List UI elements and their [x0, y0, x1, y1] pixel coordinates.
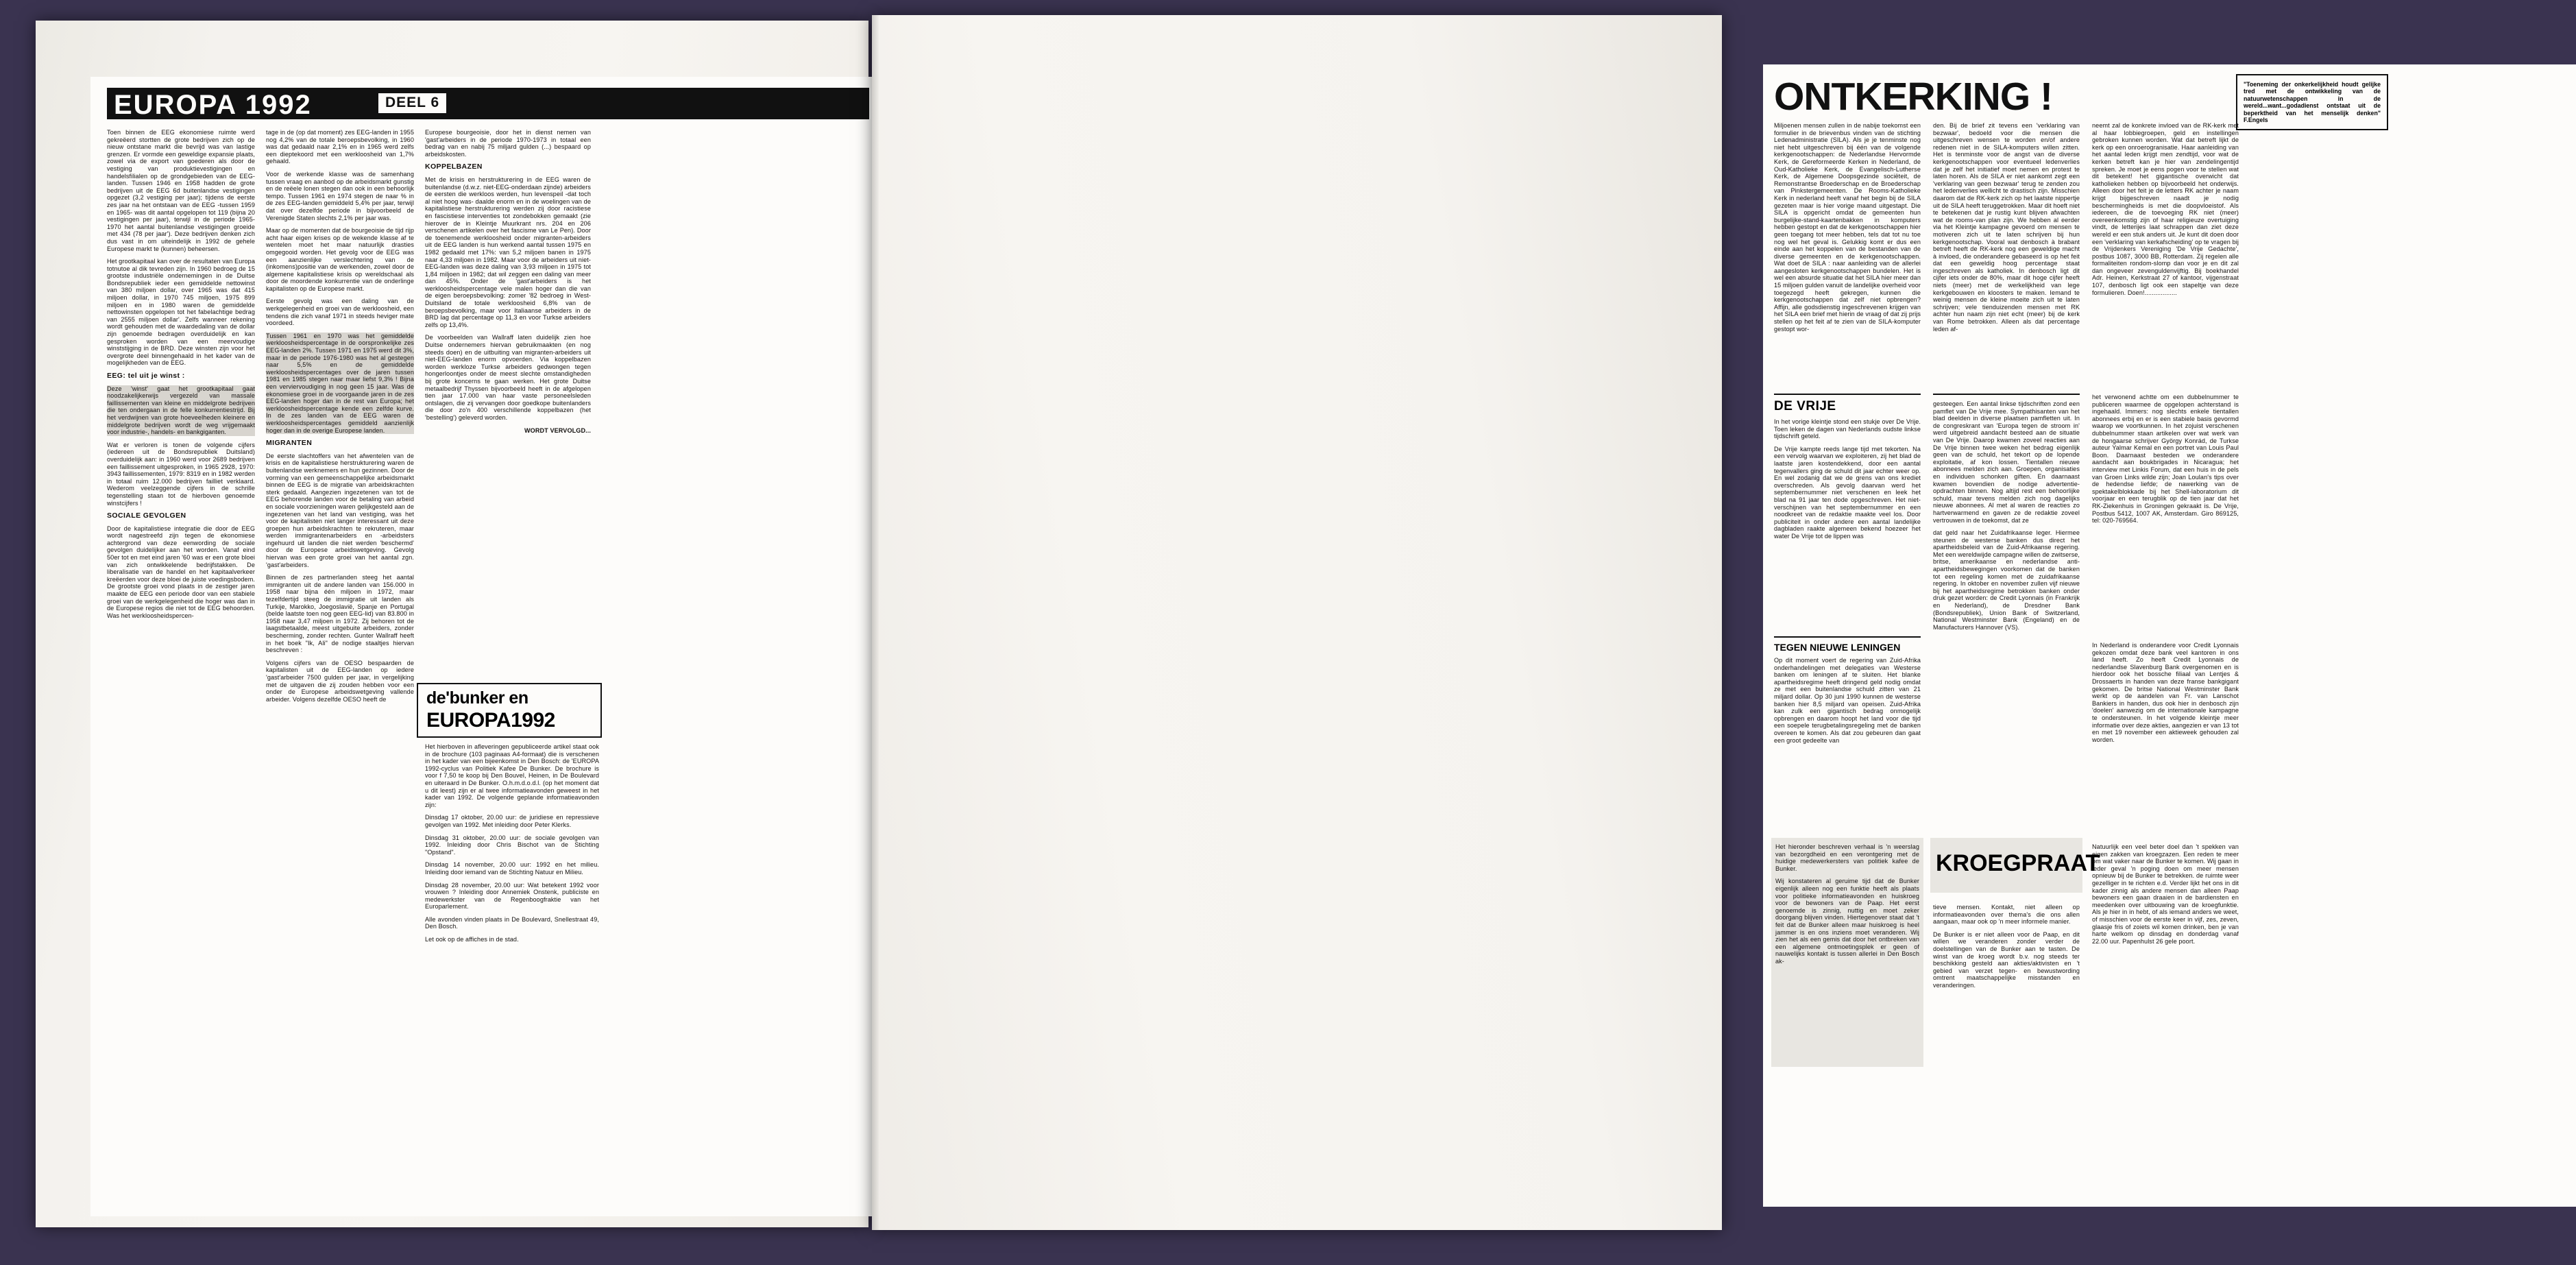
section-divider [1774, 636, 1921, 638]
paragraph: Wat er verloren is tonen de volgende cijfers (iedereen uit de Bondsrepubliek Duitsland) overduidelijk aan: in 1960 werd voor 2689 bedrijven een faillissement uitgesproken, in 1965 2928, 1970: 3943 faillissementen, 1979: 8319 en in 1982 werden in totaal ruim 12.000 bedrijven failliet verklaard. Wederom veelzeggende cijfers in de schrille tegenstelling staan tot de hierboven genoemde winstcijfers ! [107, 441, 255, 507]
de-vrije-column [1774, 418, 1921, 546]
page-title: EUROPA 1992 [114, 90, 312, 120]
tegen-nieuwe-leningen-column [1774, 657, 1921, 749]
article-column-1 [107, 129, 255, 625]
subheading: EEG: tel uit je winst : [107, 372, 185, 380]
paragraph: In het vorige kleintje stond een stukje over De Vrije. Toen leken de dagen van Nederlands oudste linkse tijdschrift geteld. [1774, 418, 1921, 440]
subheading: MIGRANTEN [266, 439, 313, 448]
newspaper-right-sheet [872, 15, 2381, 1230]
event-item: Dinsdag 28 november, 20.00 uur: Wat betekent 1992 voor vrouwen ? Inleiding door Annemiek Onstenk, publiciste en medewerkster van de Regenboogfraktie van het Europarlement. [425, 881, 599, 911]
paragraph: De Vrije kampte reeds lange tijd met tekorten. Na een vervolg waarvan we exploiteren, zij het blad de laatste jaren kostendekkend, door een aantal tegenvallers ging de schuld dit jaar echter weer op. En wel zodanig dat we de grens van ons krediet overschreden. Als gevolg daarvan werd het septembernummer niet verschenen en leek het blad na 91 jaar ten dode opgeschreven. Het niet-verschijnen van het septembernummer en een noodkreet van de redaktie maakte veel los. Door publiciteit in onder andere een aantal landelijke dagbladen raakte algemeen bekend hoezeer het water De Vrije tot de lippen was [1774, 445, 1921, 540]
paragraph: Het hierboven in afleveringen gepubliceerde artikel staat ook in de brochure (103 paginaas A4-formaat) die is verschenen in het kader van een bijeenkomst in Den Bosch: de 'EUROPA 1992-cyclus van Politiek Kafee De Bunker. De brochure is voor f 7,50 te koop bij Den Bouvel, Heinen, in De Boulevard en uiteraard in De Bunker. O.h.m.d.o.d.l. (op het moment dat u dit leest) zijn er al twee informatieavonden geweest in het kader van 1992. De volgende geplande informatieavonden zijn: [425, 743, 599, 808]
de-vrije-column-2 [1933, 400, 2080, 636]
paragraph: het verwonend achtte om een dubbelnummer te publiceren waarmee de opgelopen achterstand is ingehaald. Immers: nog slechts enkele tientallen abonnees erbij en er is een stabiele basis gevormd waarop we voortkunnen. In het zojuist verschenen dubbelnummer staan artikelen over wat werk van de hongaarse schrijver György Konrád, de Turkse auteur Yalmar Kemal en een portret van Louis Paul Boon. Daarnaast besteden we onderandere aandacht aan boukbrigades in Nicaragua; het interview met Linkis Forum, dat een huis in de pels van Groen Links wilde zijn; Joan Loulan's tips over de hedendse liefde; de nawerking van de spektakelblokkade bij het Shell-laboratorium dit voorjaar en een terugblik op de tien jaar dat het RK-Ziekenhuis in Groningen gekraakt is. De Vrije, Postbus 5412, 1007 AK, Amsterdam. Giro 869125, tel: 020-769564. [2092, 394, 2239, 525]
paragraph: Tussen 1961 en 1970 was het gemiddelde werkloosheidspercentage in de oorspronkelijke zes EEG-landen 2%. Tussen 1971 en 1975 werd dit 3%, maar in de periode 1976-1980 was het al gestegen naar 5,5% en de gemiddelde werkloosheidspercentages over de jaren tussen 1981 en 1985 stegen naar maar liefst 9,3% ! Bijna een verviervoudiging in nog geen 15 jaar. Was de ekonomiese groei in de voorgaande jaren in de zes EEG-landen hoger dan in de rest van Europa; het werkloosheidspercentage kende een zelfde kurve. In de zes landen van de EEG waren de werkloosheidspercentages gemiddeld aanzienlijk hoger dan in de overige Europese landen. [266, 332, 414, 434]
banner-line-1: de'bunker en [426, 688, 528, 708]
paragraph: gesteegen. Een aantal linkse tijdschriften zond een pamflet van De Vrije mee. Sympathisanten van het blad deelden in diverse plaatsen pamfletten uit. In de congreskrant van 'Europa tegen de stroom in' werd uitgebreid aandacht besteed aan de situatie van De Vrije. Daarop kwamen zoveel reacties aan De Vrije binnen twee weken het bedrag eigenlijk geen van de schuld, het tekort op de lopende exploitatie, af kon lossen. Tientallen nieuwe abonnees melden zich aan. Groepen, organisaties en individuen schonken giften. En daarnaast kwamen bovendien de nodige advertentie-opdrachten binnen. Nog altijd rest een behoorlijke schuld, maar tevens melden zich nog dagelijks nieuwe abonnees. Al met al waren de reacties zo hartverwarmend en gaven ze de redaktie zoveel vertrouwen in de toekomst, dat ze [1933, 400, 2080, 524]
section-heading-kroegpraat: KROEGPRAAT [1936, 850, 2100, 876]
paragraph: Wij konstateren al geruime tijd dat de Bunker eigenlijk alleen nog een funktie heeft als plaats voor politieke informatieavonden en huiskroeg voor de bewoners van de Paap. Het eerst genoemde is zinnig, nuttig en moet zeker doorgang blijven vinden. Hiertegenover staat dat 't feit dat de Bunker alleen maar huiskroeg is heel jammer is en ons inziens moet veranderen. Wij zien het als een gemis dat door het ontbreken van een algemene ontmoetingsplek er geen of nauwelijks kontakt is tussen allerlei in Den Bosch ak- [1775, 878, 1919, 965]
section-heading-tegen-nieuwe-leningen: TEGEN NIEUWE LENINGEN [1774, 642, 1901, 653]
paragraph: De eerste slachtoffers van het afwentelen van de krisis en de kapitalistiese herstrukturering waren de buitenlandse werknemers en hun gezinnen. Door de vorming van een gemeenschappelijke arbeidsmarkt binnen de EEG is de migratie van arbeidskrachten sterk gedaald. Aangezien ingezetenen van tot de EEG behorende landen voor de betaling van arbeid en sociale voorzieningen waren gelijkgesteld aan de ingezetenen van het land van vestiging, was het voor de kapitalisten niet langer interessant uit deze groepen hun arbeidskrachten te rekruteren, maar werden immigrantenarbeiders en -arbeidsters ingehuurd uit landen die niet werden 'beschermd' door de Europese arbeidswetgeving. Gevolg hiervan was een grote groei van het aantal zgn. 'gast'arbeiders. [266, 452, 414, 568]
paragraph: Maar op de momenten dat de bourgeoisie de tijd rijp acht haar eigen krises op de wekende klasse af te wentelen moet het maar natuurlijk drasties omgegooid worden. Het gevolg voor de EEG was een aanzienlijke verslechtering van de (inkomens)positie van de werkenden, zowel door de algemene kapitalistiese krisis op wereldschaal als door de moordende konkurrentie van de onderlinge kapitalisten op de Europese markt. [266, 227, 414, 292]
kroegpraat-column-3 [2092, 843, 2239, 950]
paragraph: De Bunker is er niet alleen voor de Paap, en dit willen we veranderen zonder verder de doelstellingen van de Bunker aan te tasten. De winst van de kroeg wordt b.v. nog steeds ter beschikking gesteld aan akties/aktivisten en 't gebied van verzet tegen- en bewustwording omtrent maatschappelijke misstanden en veranderingen. [1933, 930, 2080, 989]
venue-note: Alle avonden vinden plaats in De Boulevard, Snellestraat 49, Den Bosch. [425, 915, 599, 930]
bunker-announcement-column [425, 743, 599, 949]
event-item: Dinsdag 17 oktober, 20.00 uur: de juridiese en repressieve gevolgen van 1992. Met inleiding door Peter Klerks. [425, 814, 599, 828]
de-vrije-column-3 [2092, 394, 2239, 530]
paragraph: neemt zal de konkrete invloed van de RK-kerk met al haar lobbiegroepen, geld en instellingen gebroken kunnen worden. Wat dat betreft lijkt de kerk op een onroerogranisatie. Haar aanleiding van het aantal leden krijgt men zendtijd, voor wat de kerken betreft kan je hier van zendelingentijd spreken. Je moet je eens pogen voor te stellen wat dit betekent! het gigantische overwicht dat katholieken hebben op bijvoorbeeld het onderwijs. Alleen door het feit je de letters RK achter je naam krijgt bijgeschreven naadt je nodig beschermingheids is met die doopvloeistof. Als iedereen, die de toevoeging RK niet (meer) overeenkomstig zijn of haar religieuze overtuiging vindt, de letterijes laat schrappen dan ziet deze wereld er een stuk anders uit. Je kunt dit doen door een 'verklaring van kerkafscheiding' op te vragen bij de Vrijdenkers Vereniging 'De Vrije Gedachte', postbus 1087, 3000 BB, Rotterdam. Zij regelen alle formaliteiten rondom-slomp dan voor je en dit zal dan ongeveer zevenguldenvijftig. Bij boekhandel Adr. Heinen, Kerkstraat 27 of kantoor, vijgenstraat 107, denbosch ligt ook een stapeltje van deze formulieren. Doen!.................. [2092, 122, 2239, 296]
paragraph: De voorbeelden van Wallraff laten duidelijk zien hoe Duitse ondernemers hiervan gebruikmaakten (en nog steeds doen) en de uitbuiting van migranten-arbeiders uit niet-EEG-landen enorm opvoerden. Via koppelbazen worden werkloze Turkse arbeiders gedwongen tegen hongerloontjes onder de meest slechte omstandigheden bij grote koncerns te gaan werken. Het grote Duitse metaalbedrijf Thyssen bijvoorbeeld heeft in de afgelopen tien jaar 17.000 van haar vaste personeelsleden ontslagen, die zij vervangen door goedkope buitenlanders die door zo'n 400 verschillende koppelbazen (het 'bestelling') geleverd worden. [425, 334, 591, 421]
article-column-3 [425, 129, 591, 439]
center-fold-shadow [872, 15, 879, 1230]
event-item: Dinsdag 31 oktober, 20.00 uur: de sociale gevolgen van 1992. Inleiding door Chris Bischot van de Stichting "Opstand". [425, 834, 599, 856]
paragraph: Voor de werkende klasse was de samenhang tussen vraag en aanbod op de arbeidsmarkt gunstig en de reëele lonen stegen dan ook in een behoorlijk tempo. Tussen 1961 en 1974 stegen de naar % in de zes EEG-landen gemiddeld 5,4% per jaar, terwijl dat over dezelfde periode in bijvoorbeeld de Verenigde Staten slechts 2,1% per jaar was. [266, 170, 414, 221]
paragraph: Natuurlijk een veel beter doel dan 't spekken van eigen zakken van kroegzazen. Een reden te meer om wat vaker naar de Bunker te komen. Wij gaan in ieder geval 'n poging doen om meer mensen opnieuw bij de Bunker te betrekken. de ruimte weer gezelliger in te richten e.d. Verder lijkt het ons in dit kader zinnig als andere mensen dan alleen Paap bewoners een gaan draaien in de bardiensten en meedenken over uitbouwing van de kroegfunktie. Als je hier in in hebt, of als iemand anders we weet, of misschien voor de eerste keer in vijf, zes, zeven, glaasje fris of zoiets wil komen drinken, ben je van harte welkom op dinsdag en donderdag vanaf 22.00 uur. Papenhulst 26 gele poort. [2092, 843, 2239, 945]
paragraph: Binnen de zes partnerlanden steeg het aantal immigranten uit de andere landen van 156.000 in 1958 naar bijna één miljoen in 1972, maar tezelfdertijd steeg de immigratie uit landen als Turkije, Marokko, Joegoslavië, Spanje en Portugal (belde laatste toen nog geen EEG-lid) van 83.800 in 1958 naar 3,47 miljoen in 1972. Zij behoren tot de laagstbetaalde, meest uitgebuite arbeiders, zonder bescherming, zonder rechten. Gunter Wallraff heeft in het boek "Ik, Ali" de nodige staaltjes hiervan beschreven : [266, 574, 414, 654]
part-badge: DEEL 6 [378, 93, 446, 113]
paragraph: Toen binnen de EEG ekonomiese ruimte werd gekreëerd stortten de grote bedrijven zich op de nieuw ontstane markt die bevrijd was van lastige grenzen. Er vormde een geweldige expansie plaats, zowel via de export van goederen als door de vestiging van produktievestigingen en handelsfilialen op de grondgebieden van de EEG-landen. Tussen 1946 en 1958 hadden de grote bedrijven uit de EEG 6d buitenlandse vestigingen opgezet (3,2 vestiging per jaar); tijdens de eerste zes jaar na het ontstaan van de EEG -tussen 1959 en 1965- was dit aantal opgelopen tot 119 (bijna 20 vestigingen per jaar), terwijl in de periode 1965-1970 het aantal buitenlandse vestigingen groeide met 434 (78 per jaar'). Deze bedrijven denken zich dus vast in om uiteindelijk in 1992 de gehele Europese markt te (kunnen) beheersen. [107, 129, 255, 252]
right-page-title: ONTKERKING ! [1774, 75, 2052, 119]
newspaper-left-sheet [36, 21, 868, 1227]
paragraph: Miljoenen mensen zullen in de nabije toekomst een formulier in de brievenbus vinden van de stichting Ledenadministratie (SILA). Als je je tenminste nog niet hebt uitgeschreven bij één van de volgende kerkgenootschappen: de Nederlandse Hervormde Kerk, de Gereformeerde Kerken in Nederland, de Oud-Katholieke Kerk, de Evangelisch-Lutherse Kerk, de Algemene Doopsgezinde sociëteit, de Remonstrantse Broederschap en de Broederschap van Pinkstergemeenten. De Rooms-Katholieke Kerk in nederland heeft vanaf het begin bij de SILA gezeten maar is hier vorige maand uitgestapt. Die SILA is opgericht omdat de gemeenten hun burgelijke-stand-kaartenbakken in komputers hebben gestopt en dat de kerkgenootschappen hier geen toegang tot meer hebben, tels dat tot nu toe nog wel het geval is. Gelukkig komt er dus een einde aan het koppelen van de bestanden van de diverse gemeenten en de kerkgenootschappen. Wat doet de SILA : naar aanleiding van de allerlei aangesloten kerkgenootschappen bundelen. Het is wel een absurde situatie dat het SILA hier meer dan 15 miljoen gulden vanuit de landelijke overheid voor toegezegd heeft gekregen, kunnen die kerkgenootschappen dat zelf niet opbrengen? Affijn, alle godsdienstig ingeschrevenen krijgen van het SILA een brief met hierin de vraag of dat zij prijs stellen op het feit af te zien van de SILA-komputer gestopt wor- [1774, 122, 1921, 333]
right-page [1763, 64, 2576, 1207]
kroegpraat-intro-column [1775, 843, 1919, 971]
paragraph: den. Bij de brief zit tevens een 'verklaring van bezwaar', bedoeld voor die mensen die uitgeschreven wensen te worden en/of andere redenen niet in de SILA-komputers willen zitten. Het is tenminste voor de angst van de diverse kerkgenootschappen voor eventueel ledenverlies dat je zelf het initiatief moet nemen en protest te laten horen. Als de SILA er niet aankomt zegt een 'verklaring van geen bezwaar' terug te zenden zou het ledenverlies wellicht te drastisch zijn. Misschien daarom dat de RK-kerk zich op het laatste nippertje uit de SILA heeft teruggetrokken. Maar dit hoeft niet te betekenen dat je rustig kunt blijven afwachten wat de rooms-van plan zijn. We hebben al eerder via het Kleintje kampagne gevoerd om mensen te motiveren zich uit te laten schrijven bij hun kerkgenootschap. Vooral wat denbosch à brabant betreft heeft de RK-kerk nog een geweldige macht à invloed, die onderandere gebaseerd is op het feit dat een geweldig hoog percentage staat ingeschreven als katholiek. In denbosch ligt dit cijfer iets onder de 80%, maar dit hoge cijfer heeft niets (meer) met de werkelijkheid van lege kerkgebouwen en kloosters te maken. Iemand te weinig mensen de kleine moeite zich uit te laten schrijven; vele tienduizenden mensen met RK achter hun naam zijn niet echt (meer) bij de kerk van Rome betrokken. Alleen als dat percentage leden af- [1933, 122, 2080, 333]
paragraph: tage in de (op dat moment) zes EEG-landen in 1955 nog 4,2% van de totale beroepsbevolking, in 1960 was dat gedaald naar 2,1% en in 1965 werd zelfs een dieptekoord met een werkloosheid van 1,7% gehaald. [266, 129, 414, 165]
poster-note: Let ook op de affiches in de stad. [425, 936, 519, 943]
paragraph: Op dit moment voert de regering van Zuid-Afrika onderhandelingen met delegaties van Westerse banken om leningen af te sluiten. Het blanke apartheidsregime heeft dringend geld nodig omdat ze met een buitenlandse schuld zitten van 21 miljard dollar. Op 30 juni 1990 kunnen de westerse banken hier 8,5 miljard van opeisen. Zuid-Afrika kan zulk een gigantisch bedrag onmogelijk opbrengen en daarom hoopt het land voor die tijd een soepele terugbetalingsregeling met de banken overeen te komen. Als dat zou gebeuren dan gaat een groot gedeelte van [1774, 657, 1921, 744]
continued-note: WORDT VERVOLGD... [524, 426, 591, 434]
paragraph-highlighted: Deze 'winst' gaat het grootkapitaal gaat noodzakelijkerwijs vergezeld van massale faillissementen van kleine en middelgrote bedrijven die ten ondergaan in de felle konkurrentiestrijd. Bij het verdwijnen van grote hoeveelheden kleinere en middelgrote bedrijven wordt de weg vrijgemaakt voor industrie-, handels- en bankgiganten. [107, 385, 255, 436]
left-page [90, 77, 886, 1216]
subheading: SOCIALE GEVOLGEN [107, 511, 186, 520]
tegen-nieuwe-leningen-column-3 [2092, 642, 2239, 749]
paragraph: Eerste gevolg was een daling van de werkgelegenheid en groei van de werkloosheid, een tendens die zich vanaf 1971 in steeds heviger mate voordeed. [266, 298, 414, 327]
paragraph: Met de krisis en herstrukturering in de EEG waren de buitenlandse (d.w.z. niet-EEG-onderdaan zijnde) arbeiders de eersten die werkloos werden, hun levenspeil -dat toch al niet hoog was- daalde enorm en in de woelingen van de kapitalistiese herstrukturering werden zij door racistiese en fascistiese interventies tot zondebokken gemaakt (zie hierover de in Kleintje Muurkrant nrs. 204 en 206 verschenen artikelen over het fascisme van Le Pen). Door de toenemende werkloosheid onder migranten-arbeiders uit de EEG landen is hun werkend aantal tussen 1975 en 1982 gedaald met 17%: van 5,2 miljoen banen in 1975 naar 4,33 miljoen in 1982. Maar voor de arbeiders uit niet-EEG-landen was deze daling van 3,93 miljoen in 1975 tot 1,84 miljoen in 1982; dat wil zeggen een daling van meer dan 45%. Onder de 'gast'arbeiders is het werkloosheidspercentage vele malen hoger dan die van de eigen beroepsbevolking: zomer '82 bedroeg in West-Duitsland de totale werkloosheid 6,8% van de beroepsbevolking, maar voor Italiaanse arbeiders in de BRD lag dat percentage op 11,3 en voor Turkse arbeiders zelfs op 13,4%. [425, 176, 591, 328]
section-divider [1933, 394, 2080, 395]
section-heading-de-vrije: DE VRIJE [1774, 399, 1836, 413]
bunker-europa-banner [417, 683, 602, 738]
paragraph: dat geld naar het Zuidafrikaanse leger. Hiermee steunen de westerse banken dus direct het apartheidsbeleid van de Zuid-Afrikaanse regering. Met een wereldwijde campagne willen de zwitserse, britse, amerikaanse en nederlandse anti-apartheidsbewegingen voorkomen dat de banken tot een regeling komen met de zuidafrikaanse regering. In oktober en november zullen vijf nieuwe bij het apartheidsregime betrokken banken onder druk gezet worden: de Credit Lyonnais (in Frankrijk en Nederland), de Dresdner Bank (Bondsrepubliek), Union Bank of Switzerland, National Westminster Bank (Engeland) en de Manufacturers Hannover (VS). [1933, 529, 2080, 631]
paragraph: In Nederland is onderandere voor Credit Lyonnais gekozen omdat deze bank veel kantoren in ons land heeft. Zo heeft Credit Lyonnais de nederlandse Slavenburg Bank overgenomen en is hierdoor ook het bossche filiaal van Lentjes & Drossaerts in handen van deze franse bankgigant gekomen. De britse National Westminster Bank werkt op de aandelen van Fr. van Lanschot Bankiers in handen, dus ook hier in denbosch zijn 'doelen' aanwezig om de internationale kampagne te ondersteunen. In het volgende kleintje meer informatie over deze akties, aangezien er van 13 tot en met 19 november een aktieweek gehouden zal worden. [2092, 642, 2239, 743]
ontkerking-column-2 [1933, 122, 2080, 338]
article-column-2 [266, 129, 414, 708]
paragraph: Europese bourgeoisie, door het in dienst nemen van 'gast'arbeiders in de periode 1970-1973 in totaal een bedrag van en nabij 75 miljard gulden (...) bespaard op arbeidskosten. [425, 129, 591, 158]
event-item: Dinsdag 14 november, 20.00 uur: 1992 en het milieu. Inleiding door iemand van de Stichting Natuur en Milieu. [425, 861, 599, 876]
engels-quote-box: "Toeneming der onkerkelijkheid houdt gelijke tred met de ontwikkeling van de natuurwetenschappen in de wereld...want...godadienst ontstaat uit de beperktheid van het menselijk denken" F.Engels [2236, 74, 2388, 130]
kroegpraat-column-2 [1933, 904, 2080, 995]
paragraph: Het grootkapitaal kan over de resultaten van Europa totnutoe al dik tevreden zijn. In 1960 bedroeg de 15 grootste industriële ondernemingen in de Duitse Bondsrepubliek ieder een gemiddelde nettowinst van 380 miljoen dollar, over 1965 was dat 415 miljoen dollar, in 1970 745 miljoen, 1975 899 miljoen en in 1980 waren de gemiddelde nettowinsten opgelopen tot het fabelachtige bedrag van 2555 miljoen dollar'. Zelfs wanneer rekening wordt gehouden met de waardedaling van de dollar zijn genoemde bedragen overduidelijk en kan gesproken worden van een meervoudige winststijging in de BRD. Deze winsten zijn voor het overgrote deel binnengehaald in het kader van de mogelijkheden van de EEG. [107, 258, 255, 367]
banner-line-2: EUROPA1992 [426, 709, 555, 732]
paragraph: tieve mensen. Kontakt, niet alleen op informatieavonden over thema's die ons allen aangaan, maar ook op 'n meer informele manier. [1933, 904, 2080, 926]
ontkerking-column-3 [2092, 122, 2239, 302]
paragraph: Door de kapitalistiese integratie die door de EEG wordt nagestreefd zijn tegen de ekonomiese achtergrond van deze eenwording de sociale gevolgen duidelijker aan het worden. Vanaf eind 50er tot en met eind jaren '60 was er een grote bloei van zich ontwikkelende bedrijfstakken. De liberalisatie van de handel en het kapitaalverkeer kreëerden voor deze bloei de juiste voedingsbodem. De grootste groei vond plaats in de zestiger jaren maakte de EEG een periode door van een stabiele groei van de werkgelegenheid die hoger was dan in de Europese regios die niet tot de EEG behoorden. Was het werkloosheidspercen- [107, 525, 255, 619]
subheading: KOPPELBAZEN [425, 162, 483, 171]
ontkerking-column-1 [1774, 122, 1921, 338]
paragraph: Het hieronder beschreven verhaal is 'n weerslag van bezorgdheid en een verontgering met de huidige medewerkersters van politiek kafee de Bunker. [1775, 843, 1919, 872]
paragraph: Volgens cijfers van de OESO bespaarden de kapitalisten uit de EEG-landen op iedere 'gast'arbeider 7500 gulden per jaar, in vergelijking met de uitgaven die zij zouden hebben voor een onder de Europese arbeidswetgeving vallende arbeider. Volgens dezelfde OESO heeft de [266, 659, 414, 703]
section-divider [1774, 394, 1921, 395]
